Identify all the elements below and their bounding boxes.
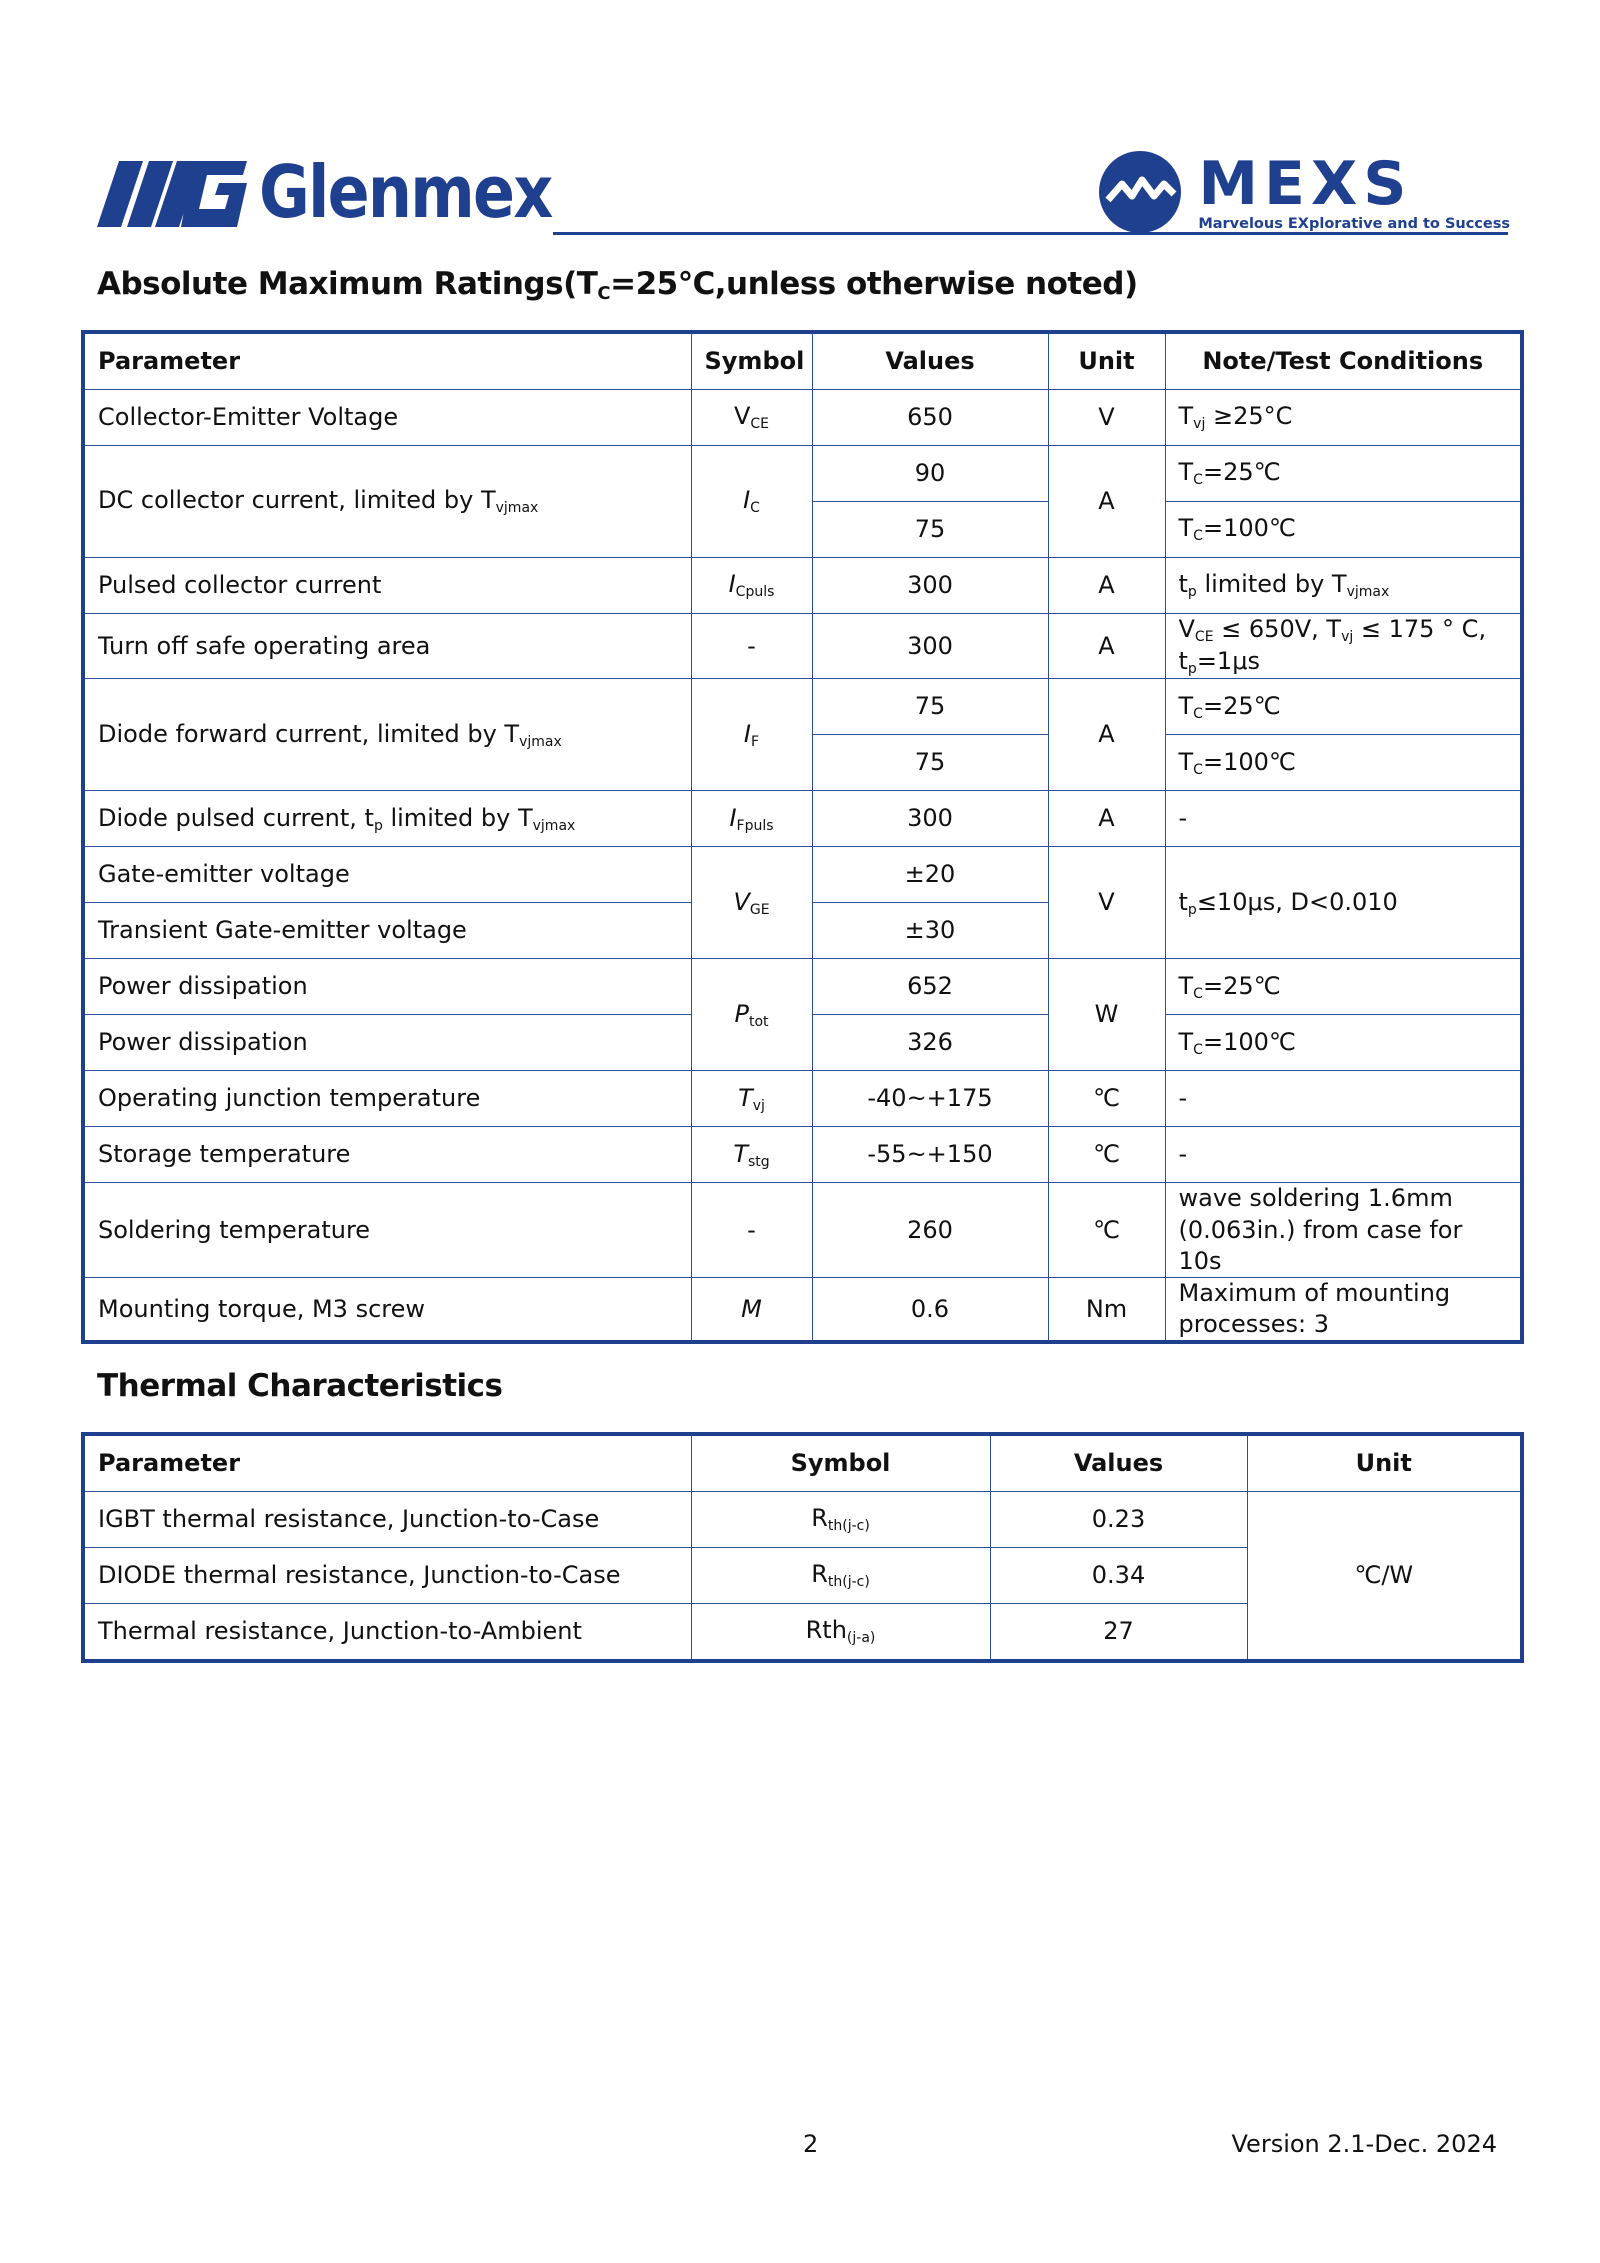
header-parameter: Parameter bbox=[83, 332, 691, 390]
table-row: 75 $T_C=100℃$ bbox=[83, 502, 1522, 558]
mexs-tagline: Marvelous EXplorative and to Success bbox=[1198, 216, 1510, 232]
table-row: Turn off safe operating area - 300 A $V_{CE} \le 650V$, $T_{vj} \le 175$ ° C, $t_p=1\mu s$ bbox=[83, 614, 1522, 679]
table-row: Storage temperature $T_{stg}$ -55~+150 ℃ - bbox=[83, 1127, 1522, 1183]
glenmex-logo bbox=[97, 150, 599, 234]
table-row: Gate-emitter voltage $V_{GE}$ ±20 V $t_p\le 10\mu s$, D<0.010 bbox=[83, 847, 1522, 903]
amr-table bbox=[81, 330, 1524, 1344]
header-parameter: Parameter bbox=[83, 1434, 691, 1492]
glenmex-logo-text: Glenmex bbox=[259, 150, 552, 234]
header-values: Values bbox=[990, 1434, 1247, 1492]
mexs-wordmark: MEXS bbox=[1198, 149, 1413, 219]
header-values: Values bbox=[812, 332, 1048, 390]
thermal-table bbox=[81, 1432, 1524, 1663]
page-number: 2 bbox=[803, 2130, 819, 2158]
table-row: IGBT thermal resistance, Junction-to-Case $R_{th(j-c)}$ 0.23 ℃/W bbox=[83, 1492, 1522, 1548]
table-row: Power dissipation 326 $T_C=100℃$ bbox=[83, 1015, 1522, 1071]
header-symbol: Symbol bbox=[691, 332, 812, 390]
table-header-row bbox=[83, 1434, 1522, 1492]
header-note: Note/Test Conditions bbox=[1165, 332, 1522, 390]
version-label: Version 2.1-Dec. 2024 bbox=[1231, 2130, 1497, 2158]
page-header bbox=[97, 150, 1510, 240]
table-row: Diode pulsed current, $t_p$ limited by $T_{vjmax}$ $I_{Fpuls}$ 300 A - bbox=[83, 791, 1522, 847]
header-unit: Unit bbox=[1247, 1434, 1522, 1492]
mexs-globe-icon bbox=[1098, 150, 1182, 234]
table-row: Pulsed collector current $I_{Cpuls}$ 300 A $t_p$ limited by $T_{vjmax}$ bbox=[83, 558, 1522, 614]
table-row: Collector-Emitter Voltage $V_{CE}$ 650 V $T_{vj} \ge 25^\circ C$ bbox=[83, 390, 1522, 446]
header-unit: Unit bbox=[1048, 332, 1165, 390]
table-row: Diode forward current, limited by $T_{vjmax}$ $I_F$ 75 A $T_C=25℃$ bbox=[83, 679, 1522, 735]
table-row: DC collector current, limited by $T_{vjmax}$ $I_C$ 90 A $T_C=25℃$ bbox=[83, 446, 1522, 502]
table-row: Thermal resistance, Junction-to-Ambient Rth$_{(j-a)}$ 27 bbox=[83, 1604, 1522, 1662]
table-row: Transient Gate-emitter voltage ±30 bbox=[83, 903, 1522, 959]
table-row: 75 $T_C=100℃$ bbox=[83, 735, 1522, 791]
table-row: DIODE thermal resistance, Junction-to-Case $R_{th(j-c)}$ 0.34 bbox=[83, 1548, 1522, 1604]
amr-title: Absolute Maximum $Ratings(T_C=25℃,unless$ otherwise noted) bbox=[97, 266, 1138, 304]
header-divider bbox=[553, 232, 1508, 235]
table-row: Mounting torque, M3 screw M 0.6 Nm Maximum of mounting processes: 3 bbox=[83, 1277, 1522, 1342]
table-row: Power dissipation $P_{tot}$ 652 W $T_C=25℃$ bbox=[83, 959, 1522, 1015]
header-symbol: Symbol bbox=[691, 1434, 990, 1492]
mexs-logo bbox=[1098, 150, 1510, 230]
thermal-title: Thermal Characteristics bbox=[97, 1368, 503, 1404]
table-row: Soldering temperature - 260 ℃ wave soldering 1.6mm (0.063in.) from case for 10s bbox=[83, 1183, 1522, 1278]
glenmex-mark-icon bbox=[97, 157, 247, 227]
table-row: Operating junction temperature $T_{vj}$ -40~+175 ℃ - bbox=[83, 1071, 1522, 1127]
table-header-row bbox=[83, 332, 1522, 390]
